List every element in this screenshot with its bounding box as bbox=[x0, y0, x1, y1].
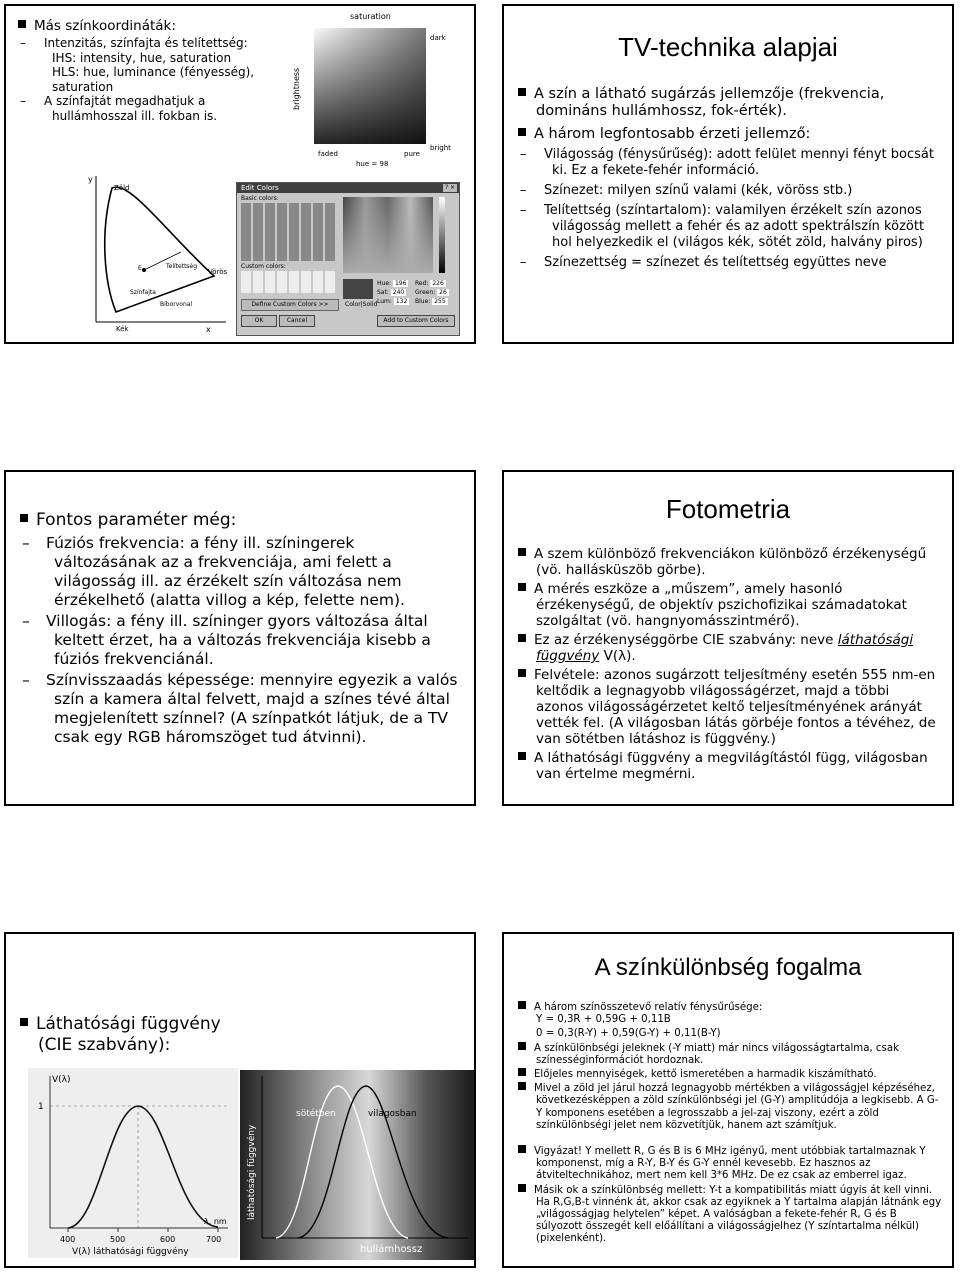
slide1-sub-1: – Intenzitás, színfajta és telítettség: bbox=[20, 36, 248, 50]
custom-colors-grid[interactable] bbox=[241, 271, 337, 293]
hsl-fields: Hue: 196 Sat: 240 Lum: 132 bbox=[377, 280, 408, 305]
chromaticity-diagram bbox=[86, 172, 236, 332]
blue-input[interactable]: 255 bbox=[434, 298, 446, 305]
faded-label: faded bbox=[318, 150, 338, 158]
chart1-one-tick: 1 bbox=[38, 1102, 44, 1112]
dialog-titlebar: Edit Colors ? × bbox=[237, 183, 459, 193]
slide2-title: TV-technika alapjai bbox=[618, 32, 838, 62]
bullet-square-icon bbox=[518, 752, 526, 760]
slide4-bullet-5: A láthatósági függvény a megvilágítástól függ, világosban van értelme megmérni. bbox=[518, 750, 938, 782]
slide4-body bbox=[518, 546, 938, 782]
slide-color-coordinates bbox=[4, 4, 476, 344]
define-custom-button[interactable]: Define Custom Colors >> bbox=[241, 299, 339, 311]
slide1-sub-2: – A színfajtát megadhatjuk a hullámhosszal ill. fokban is. bbox=[20, 94, 218, 123]
bullet-square-icon bbox=[518, 88, 526, 96]
chart2-xlabel: hullámhossz bbox=[360, 1244, 423, 1255]
custom-colors-label: Custom colors: bbox=[241, 263, 286, 270]
red-input[interactable]: 226 bbox=[432, 280, 444, 287]
purple-line-label: Bíborvonal bbox=[160, 301, 193, 308]
dark-curve-label: sötétben bbox=[296, 1109, 336, 1119]
rgb-fields: Red: 226 Green: 26 Blue: 255 bbox=[415, 280, 447, 305]
white-point-label: E bbox=[138, 265, 142, 272]
slide2-sub-1: – Világosság (fénysűrűség): adott felület mennyi fényt bocsát ki. Ez a fekete-fehér információ. bbox=[520, 147, 934, 178]
chart2-ylabel: láthatósági függvény bbox=[247, 1124, 257, 1220]
bullet-square-icon bbox=[518, 634, 526, 642]
slide4-bullet-2: A mérés eszköze a „műszem”, amely hasonló érzékenységű, de objektív pszichofizikai számadatokat szolgáltat (vö. hangnyomásszintmérő). bbox=[518, 581, 938, 629]
basic-colors-label: Basic colors: bbox=[241, 195, 279, 202]
slide2-sub-3: – Telítettség (színtartalom): valamilyen érzékelt szín azonos világosság mellett a fehér és az adott spektrálszín között hol helyezkedik el (világos kék, sötét zöld, halvány piros) bbox=[520, 203, 925, 250]
bullet-square-icon bbox=[518, 548, 526, 556]
close-icon[interactable]: ? × bbox=[444, 184, 456, 191]
bullet-square-icon bbox=[20, 1018, 28, 1026]
bullet-square-icon bbox=[518, 1068, 526, 1076]
green-input[interactable]: 26 bbox=[439, 289, 447, 296]
red-label: Vörös bbox=[208, 268, 228, 276]
scotopic-photopic-chart bbox=[240, 1070, 474, 1260]
bullet-square-icon bbox=[518, 1184, 526, 1192]
slide6-eq-2: 0 = 0,3(R-Y) + 0,59(G-Y) + 0,11(B-Y) bbox=[536, 1028, 721, 1040]
slide2-body bbox=[518, 86, 938, 271]
slide3-sub-1: – Fúziós frekvencia: a fény ill. színingerek változásának az a frekvenciája, ami felett a világosság ill. az érzékelt szín változása nem érzékelhető (alatta villog a kép, felette nem). bbox=[22, 534, 405, 609]
y-axis-label: y bbox=[88, 175, 93, 184]
slide6-bullet-3: Előjeles mennyiségek, kettő ismeretében a harmadik kiszámítható. bbox=[518, 1069, 942, 1081]
slide3-sub-2: – Villogás: a fény ill. színinger gyors változása által keltett érzet, ha a változás frekvenciája kisebb a fúziós frekvenciánál. bbox=[22, 612, 431, 668]
ok-button[interactable]: OK bbox=[241, 315, 277, 327]
slide-visibility-function bbox=[4, 932, 476, 1268]
sat-input[interactable]: 240 bbox=[392, 289, 405, 296]
brightness-label: brightness bbox=[292, 67, 301, 110]
bullet-square-icon bbox=[20, 514, 28, 522]
slide6-bullet-4: Mivel a zöld jel járul hozzá legnagyobb mértékben a világosságjel képzéséhez, következésképpen a zöld színkülönbségi jel (G-Y) amplitúdója a legkisebb. A G-Y komponens esetében a legrosszabb a jel-zaj viszony, ezért a zöld színkülönbségi jelet nem közvetítjük, hanem azt számítjuk. bbox=[518, 1083, 942, 1132]
slide2-sub-4: – Színezettség = színezet és telítettség együttes neve bbox=[520, 255, 887, 270]
chart1-ylabel: V(λ) bbox=[52, 1075, 71, 1085]
colorsolid-label: Color|Solid bbox=[345, 301, 378, 308]
slide4-title: Fotometria bbox=[665, 494, 791, 524]
slide6-title: A színkülönbség fogalma bbox=[594, 954, 862, 981]
bullet-square-icon bbox=[518, 1042, 526, 1050]
slide6-bullet-2: A színkülönbségi jeleknek (-Y miatt) már nincs világosságtartalma, csak színességinformációt hordoznak. bbox=[518, 1043, 942, 1067]
slide6-bullet-6: Másik ok a színkülönbség mellett: Y-t a kompatibilitás miatt úgyis át kell vinni. Ha R,G,B-t vinnénk át, akkor csak az egyiknek a Y tartalma alapján látnánk egy „világosságjag helytelen” képet. A valóságban a fekete-fehér R, G és B súlyozott összegét kell előállítani a világosságjelhez (Y színtartalma nélkül) (pixelenként). bbox=[518, 1185, 942, 1246]
slide3-sub-3: – Színvisszaadás képessége: mennyire egyezik a valós szín a kamera által felvett, majd a színes tévé által megjelenített színnel? (A színpatkót látjuk, de a TV csak egy RGB háromszöget tud átvinni). bbox=[22, 671, 458, 746]
slide1-bullet: Más színkoordináták: bbox=[18, 18, 268, 34]
slide1-sub-1a: IHS: intensity, hue, saturation bbox=[52, 50, 232, 65]
pure-label: pure bbox=[404, 150, 420, 158]
bullet-square-icon bbox=[518, 669, 526, 677]
blue-label: Kék bbox=[116, 325, 129, 332]
chart1-tick-400: 400 bbox=[60, 1235, 76, 1244]
edit-colors-dialog bbox=[236, 182, 460, 336]
v-lambda-chart bbox=[28, 1068, 238, 1258]
slide6-bullet-5: Vigyázat! Y mellett R, G és B is 6 MHz igényű, ment utóbbiak tartalmaznak Y komponenst, míg a R-Y, B-Y és G-Y ennél kevesebb. Ez hasznos az átviteltechnikához, mert nem kell 3*6 MHz. De ez csak az emberrel igaz. bbox=[518, 1146, 942, 1183]
bullet-square-icon bbox=[518, 1145, 526, 1153]
dark-label: dark bbox=[430, 34, 446, 42]
light-curve-label: világosban bbox=[368, 1109, 417, 1119]
slide6-bullet-1: A három színösszetevő relatív fénysűrűsége: bbox=[518, 1002, 942, 1014]
slide2-bullet-2: A három legfontosabb érzeti jellemző: bbox=[518, 126, 938, 143]
luminance-slider[interactable] bbox=[439, 197, 445, 273]
slide-color-difference bbox=[502, 932, 954, 1268]
hue-input[interactable]: 196 bbox=[394, 280, 407, 287]
slide2-sub-2: – Színezet: milyen színű valami (kék, vöröss stb.) bbox=[520, 183, 853, 198]
saturation-label: saturation bbox=[350, 12, 391, 21]
chart1-caption: V(λ) láthatósági függvény bbox=[72, 1247, 189, 1257]
cancel-button[interactable]: Cancel bbox=[279, 315, 315, 327]
color-spectrum[interactable] bbox=[343, 197, 433, 273]
slide2-bullet-1: A szín a látható sugárzás jellemzője (frekvencia, domináns hullámhossz, fok-érték). bbox=[518, 86, 938, 120]
slide6-eq-1: Y = 0,3R + 0,59G + 0,11B bbox=[536, 1014, 671, 1026]
bullet-square-icon bbox=[18, 20, 26, 28]
chart1-tick-700: 700 bbox=[206, 1235, 222, 1244]
slide4-bullet-3: Ez az érzékenységgörbe CIE szabvány: neve láthatósági függvény V(λ). bbox=[518, 632, 938, 664]
chart1-tick-600: 600 bbox=[160, 1235, 176, 1244]
slide3-body bbox=[20, 510, 460, 747]
bullet-square-icon bbox=[518, 1001, 526, 1009]
gradient-square bbox=[314, 28, 426, 144]
basic-colors-grid[interactable] bbox=[241, 203, 337, 261]
hue-diagram-label: Színfajta bbox=[130, 289, 156, 296]
slide4-bullet-4: Felvétele: azonos sugárzott teljesítmény esetén 555 nm-en keltődik a legnagyobb világosságérzet, majd a többi azonos világosságérzetet keltő teljesítményének arányát vették fel. (A világosban látás görbéje fontos a tévéhez, de van sötétben látáshoz is függvény.) bbox=[518, 667, 938, 747]
color-preview bbox=[343, 279, 373, 299]
x-axis-label: x bbox=[206, 325, 211, 332]
saturation-diagram-label: Telítettség bbox=[166, 263, 198, 270]
slide1-text bbox=[18, 18, 268, 123]
bullet-square-icon bbox=[518, 583, 526, 591]
lum-input[interactable]: 132 bbox=[395, 298, 408, 305]
saturation-brightness-figure bbox=[294, 10, 474, 172]
bright-label: bright bbox=[430, 144, 451, 152]
chart1-tick-500: 500 bbox=[110, 1235, 126, 1244]
slide-tv-basics bbox=[502, 4, 954, 344]
slide3-bullet: Fontos paraméter még: bbox=[20, 510, 460, 530]
slide4-bullet-1: A szem különböző frekvenciákon különböző érzékenységű (vö. hallásküszöb görbe). bbox=[518, 546, 938, 578]
bullet-square-icon bbox=[518, 1082, 526, 1090]
slide6-body bbox=[518, 1002, 942, 1246]
green-label: Zöld bbox=[114, 184, 130, 192]
bullet-square-icon bbox=[518, 128, 526, 136]
chart1-xlabel: λ, nm bbox=[204, 1217, 227, 1226]
hue-label: hue = 98 bbox=[356, 160, 389, 168]
slide-photometry bbox=[502, 470, 954, 806]
slide1-sub-1b: HLS: hue, luminance (fényesség), saturation bbox=[52, 65, 255, 94]
slide5-bullet: Láthatósági függvény (CIE szabvány): bbox=[20, 1014, 240, 1056]
add-custom-button[interactable]: Add to Custom Colors bbox=[377, 315, 455, 327]
slide-fusion-frequency bbox=[4, 470, 476, 806]
